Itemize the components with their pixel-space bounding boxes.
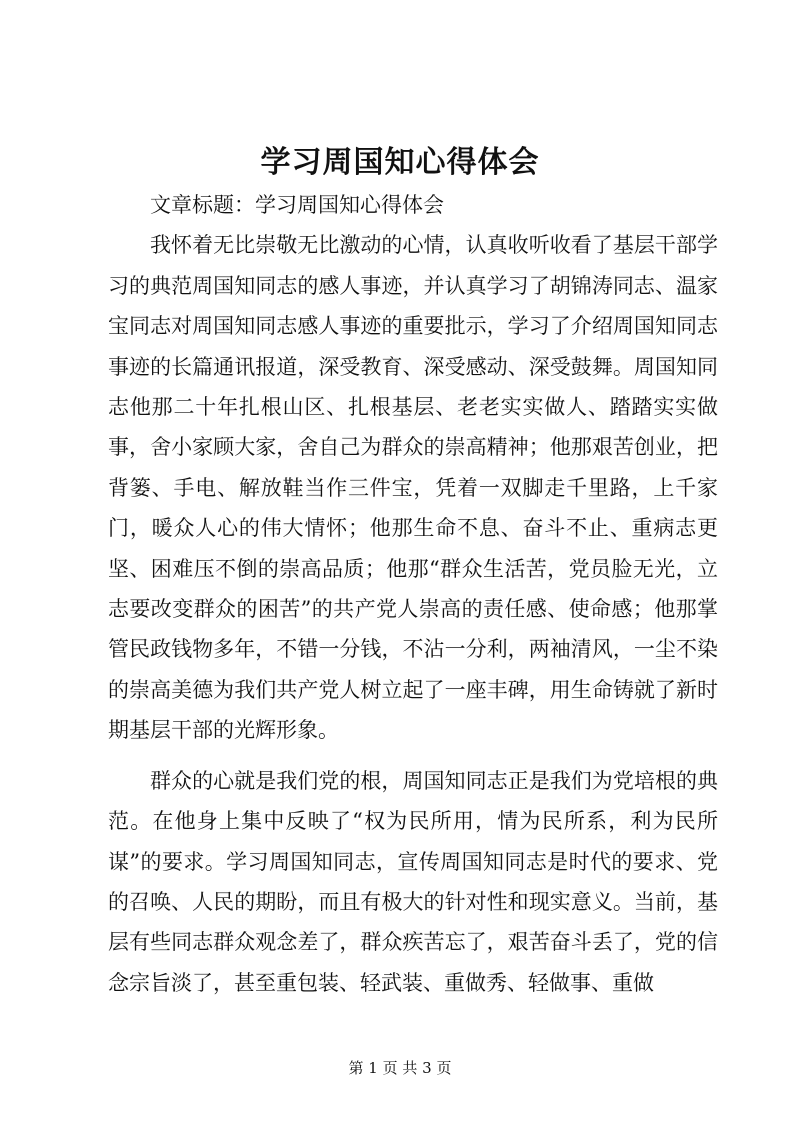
article-heading-line: 文章标题：学习周国知心得体会 <box>150 193 444 217</box>
body-paragraph: 我怀着无比崇敬无比激动的心情，认真收听收看了基层干部学习的典范周国知同志的感人事迹，并认真学习了胡锦涛同志、温家宝同志对周国知同志感人事迹的重要批示，学习了介绍周国知同志事迹的长篇通讯报道，深受教育、深受感动、深受鼓舞。周国知同志他那二十年扎根山区、扎根基层、老老实实做人、踏踏实实做事，舍小家顾大家，舍自己为群众的崇高精神；他那艰苦创业，把背篓、手电、解放鞋当作三件宝，凭着一双脚走千里路，上千家门，暖众人心的伟大情怀；他那生命不息、奋斗不止、重病志更坚、困难压不倒的崇高品质；他那“群众生活苦，党员脸无光，立志要改变群众的困苦”的共产党人崇高的责任感、使命感；他那掌管民政钱物多年，不错一分钱，不沾一分利，两袖清风，一尘不染的崇高美德为我们共产党人树立起了一座丰碑，用生命铸就了新时期基层干部的光辉形象。 <box>108 233 718 743</box>
body-paragraph: 群众的心就是我们党的根，周国知同志正是我们为党培根的典范。在他身上集中反映了“权为民所用，情为民所系，利为民所谋”的要求。学习周国知同志，宣传周国知同志是时代的要求、党的召唤、人民的期盼，而且有极大的针对性和现实意义。当前，基层有些同志群众观念差了，群众疾苦忘了，艰苦奋斗丢了，党的信念宗旨淡了，甚至重包装、轻武装、重做秀、轻做事、重做 <box>108 768 718 995</box>
document-body <box>108 185 718 1003</box>
page-number-footer: 第 1 页 共 3 页 <box>348 1059 452 1077</box>
document-title: 学习周国知心得体会 <box>260 145 540 180</box>
